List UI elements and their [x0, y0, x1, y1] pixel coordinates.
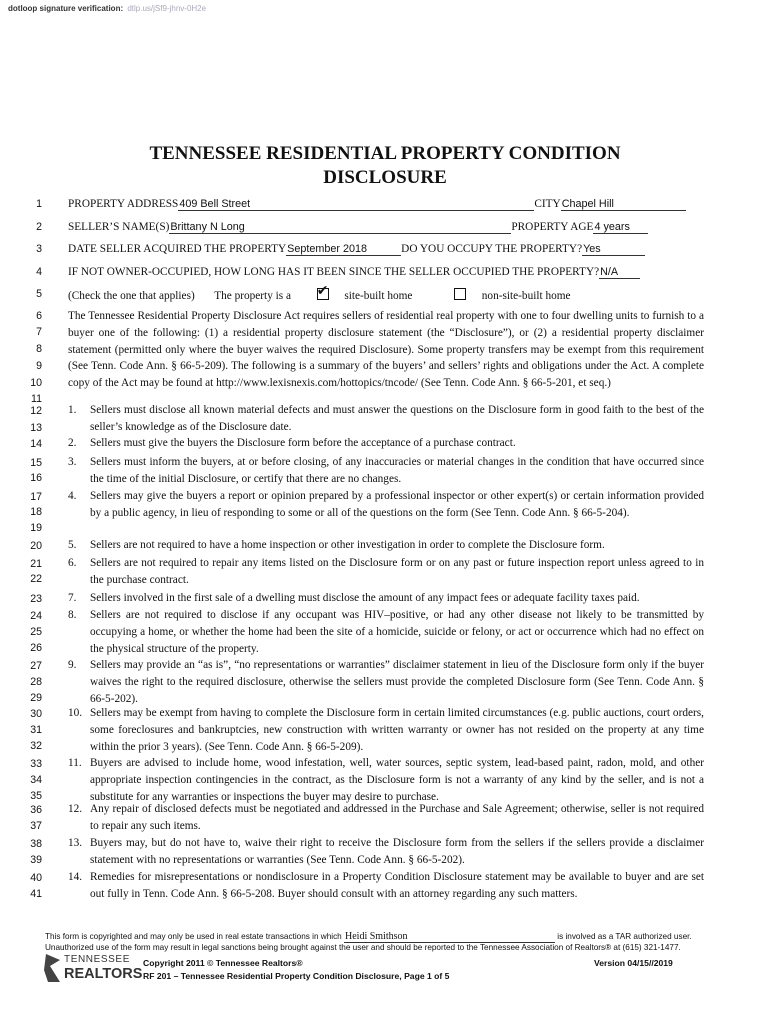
realtors-r-icon	[44, 952, 62, 986]
list-item-number: 3.	[68, 456, 77, 468]
list-item-text: Sellers must disclose all known material defects and must answer the questions on the Disclosure form in good faith to the best of the seller’s knowledge as of the Disclosure date.	[90, 404, 704, 433]
list-item	[68, 454, 704, 488]
line-number: 16	[30, 472, 42, 484]
line-number: 13	[30, 422, 42, 434]
footer-notice-text: This form is copyrighted and may only be used in real estate transactions in which	[45, 932, 342, 941]
list-item	[68, 801, 704, 835]
list-item	[68, 402, 704, 436]
list-item-text: Sellers involved in the first sale of a dwelling must disclose the amount of any impact fees or adequate facility taxes paid.	[90, 592, 640, 604]
line-number: 39	[30, 854, 42, 866]
property-is-label: The property is a	[214, 290, 292, 302]
list-item-text: Sellers may provide an “as is”, “no representations or warranties” disclaimer statement in lieu of the Disclosure form only if the buyer waives the right to the required disclosure, otherwise the sellers must provide the completed Disclosure form (See Tenn. Code Ann. § 66-5-202).	[90, 659, 704, 705]
line-number: 41	[30, 888, 42, 900]
not-owner-field[interactable]: N/A	[599, 266, 640, 279]
line-number: 20	[30, 540, 42, 552]
address-label: PROPERTY ADDRESS	[68, 198, 179, 210]
title-line-2: DISCLOSURE	[323, 167, 447, 188]
seller-row	[68, 221, 648, 234]
agent-name-field[interactable]: Heidi Smithson	[344, 932, 555, 943]
list-item-number: 2.	[68, 437, 77, 449]
list-item	[68, 590, 704, 607]
logo-word-tennessee: TENNESSEE	[64, 954, 130, 965]
line-number: 27	[30, 660, 42, 672]
line-number: 10	[30, 377, 42, 389]
age-label: PROPERTY AGE	[511, 221, 594, 233]
footer-notice-text-end: is involved as a TAR authorized user.	[557, 932, 692, 941]
line-number: 5	[36, 288, 42, 300]
acquired-field[interactable]: September 2018	[286, 243, 401, 256]
list-item-number: 8.	[68, 609, 77, 621]
list-item-text: Sellers must inform the buyers, at or before closing, of any inaccuracies or material changes in the condition that have occurred since the time of the initial Disclosure, or certify that there are no changes.	[90, 456, 704, 485]
list-item	[68, 835, 704, 869]
line-number: 30	[30, 708, 42, 720]
line-number: 12	[30, 405, 42, 417]
list-item	[68, 537, 704, 554]
line-number: 17	[30, 491, 42, 503]
line-number: 22	[30, 573, 42, 585]
non-site-built-label: non-site-built home	[481, 290, 571, 302]
not-owner-label: IF NOT OWNER-OCCUPIED, HOW LONG HAS IT BEEN SINCE THE SELLER OCCUPIED THE PROPERTY?	[68, 266, 600, 278]
acquired-row	[68, 243, 645, 256]
list-item-text: Sellers may give the buyers a report or opinion prepared by a professional inspector or other expert(s) or certain information provided by a public agency, in lieu of responding to some or all of the questions on the form (See Tenn. Code Ann. § 66-5-204).	[90, 490, 704, 519]
intro-paragraph: The Tennessee Residential Property Disclosure Act requires sellers of residential real property with one to four dwelling units to furnish to a buyer one of the following: (1) a residential property disclosure statement (the “Disclosure”), or (2) a residential property disclaimer statement (permitted only where the buyer waives the required Disclosure). Some property transfers may be exempt from this requirement (See Tenn. Code Ann. § 66-5-209). The following is a summary of the buyers’ and sellers’ rights and obligations under the Act. A complete copy of the Act may be found at http://www.lexisnexis.com/hottopics/tncode/ (See Tenn. Code Ann. § 66-5-201, et seq.)	[68, 310, 704, 390]
footer-unauthorized-notice: Unauthorized use of the form may result in legal sanctions being brought against the user and should be reported to the Tennessee Association of Realtors® at (615) 321-1477.	[45, 943, 681, 952]
line-number: 35	[30, 790, 42, 802]
verification-link[interactable]: dtlp.us/jSf9-jhnv-0H2e	[127, 4, 207, 13]
non-site-built-checkbox[interactable]	[454, 288, 466, 300]
line-number: 34	[30, 774, 42, 786]
list-item-number: 4.	[68, 490, 77, 502]
site-built-label: site-built home	[344, 290, 413, 302]
line-number: 28	[30, 676, 42, 688]
check-instruction: (Check the one that applies)	[68, 290, 195, 302]
list-item-text: Buyers are advised to include home, wood infestation, well, water sources, septic system, lead-based paint, radon, mold, and other appropriate inspection contingencies in the contract, as the Disclosure form is not a warranty of any kind by the seller, and is not a substitute for any warranties or inspections the buyer may desire to purchase.	[90, 757, 704, 803]
line-number: 18	[30, 506, 42, 518]
list-item	[68, 488, 704, 522]
list-item-number: 14.	[68, 871, 83, 883]
list-item	[68, 755, 704, 805]
page-title	[0, 142, 770, 190]
list-item	[68, 607, 704, 657]
list-item-number: 1.	[68, 404, 77, 416]
line-number: 1	[36, 198, 42, 210]
list-item-number: 10.	[68, 707, 83, 719]
line-number: 3	[36, 243, 42, 255]
line-number: 37	[30, 820, 42, 832]
list-item-number: 13.	[68, 837, 83, 849]
not-owner-row	[68, 266, 640, 279]
line-number: 15	[30, 457, 42, 469]
list-item-text: Buyers may, but do not have to, waive their right to receive the Disclosure form from the sellers if the sellers provide a disclaimer statement with no representations or warranties (See Tenn. Code Ann. § 66-5-202).	[90, 837, 704, 866]
occupy-label: DO YOU OCCUPY THE PROPERTY?	[401, 243, 583, 255]
list-item-number: 12.	[68, 803, 83, 815]
list-item-text: Remedies for misrepresentations or nondisclosure in a Property Condition Disclosure statement may be available to buyer and are set out fully in Tenn. Code Ann. § 66-5-208. Buyer should consult with an attorney regarding any such matters.	[90, 871, 704, 900]
seller-field[interactable]: Brittany N Long	[169, 221, 511, 234]
line-number: 32	[30, 740, 42, 752]
line-number: 36	[30, 804, 42, 816]
occupy-field[interactable]: Yes	[582, 243, 645, 256]
list-item-text: Sellers are not required to have a home inspection or other investigation in order to complete the Disclosure form.	[90, 539, 605, 551]
age-field[interactable]: 4 years	[593, 221, 648, 234]
line-number: 26	[30, 642, 42, 654]
line-number: 33	[30, 758, 42, 770]
line-number: 2	[36, 221, 42, 233]
list-item	[68, 869, 704, 903]
line-number: 8	[36, 343, 42, 355]
list-item-text: Sellers may be exempt from having to complete the Disclosure form in certain limited circumstances (e.g. public auctions, court orders, some foreclosures and bankruptcies, new construction with written warranty or owner has not resided on the property at any time within the prior 3 years). (See Tenn. Code Ann. § 66-5-209).	[90, 707, 704, 753]
line-number: 21	[30, 558, 42, 570]
list-item-text: Sellers are not required to repair any items listed on the Disclosure form or on any past or future inspection report unless agreed to in the purchase contract.	[90, 557, 704, 586]
title-line-1: TENNESSEE RESIDENTIAL PROPERTY CONDITION	[149, 143, 621, 164]
list-item-number: 7.	[68, 592, 77, 604]
home-type-row	[68, 288, 571, 303]
footer-copyright: Copyright 2011 © Tennessee Realtors®	[143, 958, 303, 968]
list-item	[68, 705, 704, 755]
city-label: CITY	[534, 198, 561, 210]
address-row	[68, 198, 686, 211]
acquired-label: DATE SELLER ACQUIRED THE PROPERTY	[68, 243, 287, 255]
verification-label: dotloop signature verification:	[8, 4, 124, 13]
list-item	[68, 555, 704, 589]
footer-version: Version 04/15//2019	[594, 958, 673, 968]
line-number: 29	[30, 692, 42, 704]
footer-form-name: RF 201 – Tennessee Residential Property Condition Disclosure, Page 1 of 5	[143, 971, 450, 981]
tennessee-realtors-logo	[44, 952, 143, 986]
list-item-number: 5.	[68, 539, 77, 551]
list-item-text: Any repair of disclosed defects must be negotiated and addressed in the Purchase and Sale Agreement; otherwise, seller is not required to repair any such items.	[90, 803, 704, 832]
list-item	[68, 435, 704, 452]
line-number: 24	[30, 610, 42, 622]
address-field[interactable]: 409 Bell Street	[178, 198, 534, 211]
list-item-text: Sellers are not required to disclose if any occupant was HIV–positive, or had any other disease not likely to be transmitted by occupying a home, or whether the home had been the site of a homicide, suicide or felony, or act or occurrence which had no effect on the physical structure of the property.	[90, 609, 704, 655]
line-number: 9	[36, 360, 42, 372]
city-field[interactable]: Chapel Hill	[561, 198, 686, 211]
footer-copyright-notice	[45, 932, 692, 943]
list-item	[68, 657, 704, 707]
list-item-number: 11.	[68, 757, 82, 769]
line-number: 23	[30, 593, 42, 605]
line-number: 25	[30, 626, 42, 638]
list-item-text: Sellers must give the buyers the Disclosure form before the acceptance of a purchase contract.	[90, 437, 516, 449]
seller-label: SELLER’S NAME(S)	[68, 221, 170, 233]
line-number: 7	[36, 326, 42, 338]
line-number: 4	[36, 266, 42, 278]
line-number: 6	[36, 310, 42, 322]
line-number: 31	[30, 724, 42, 736]
line-number: 11	[31, 393, 42, 405]
list-item-number: 6.	[68, 557, 77, 569]
line-number: 14	[30, 438, 42, 450]
list-item-number: 9.	[68, 659, 77, 671]
line-number: 19	[30, 522, 42, 534]
line-number: 40	[30, 872, 42, 884]
signature-verification	[8, 4, 206, 13]
site-built-checkbox[interactable]	[317, 288, 329, 300]
logo-word-realtors: REALTORS	[64, 966, 143, 982]
line-number: 38	[30, 838, 42, 850]
